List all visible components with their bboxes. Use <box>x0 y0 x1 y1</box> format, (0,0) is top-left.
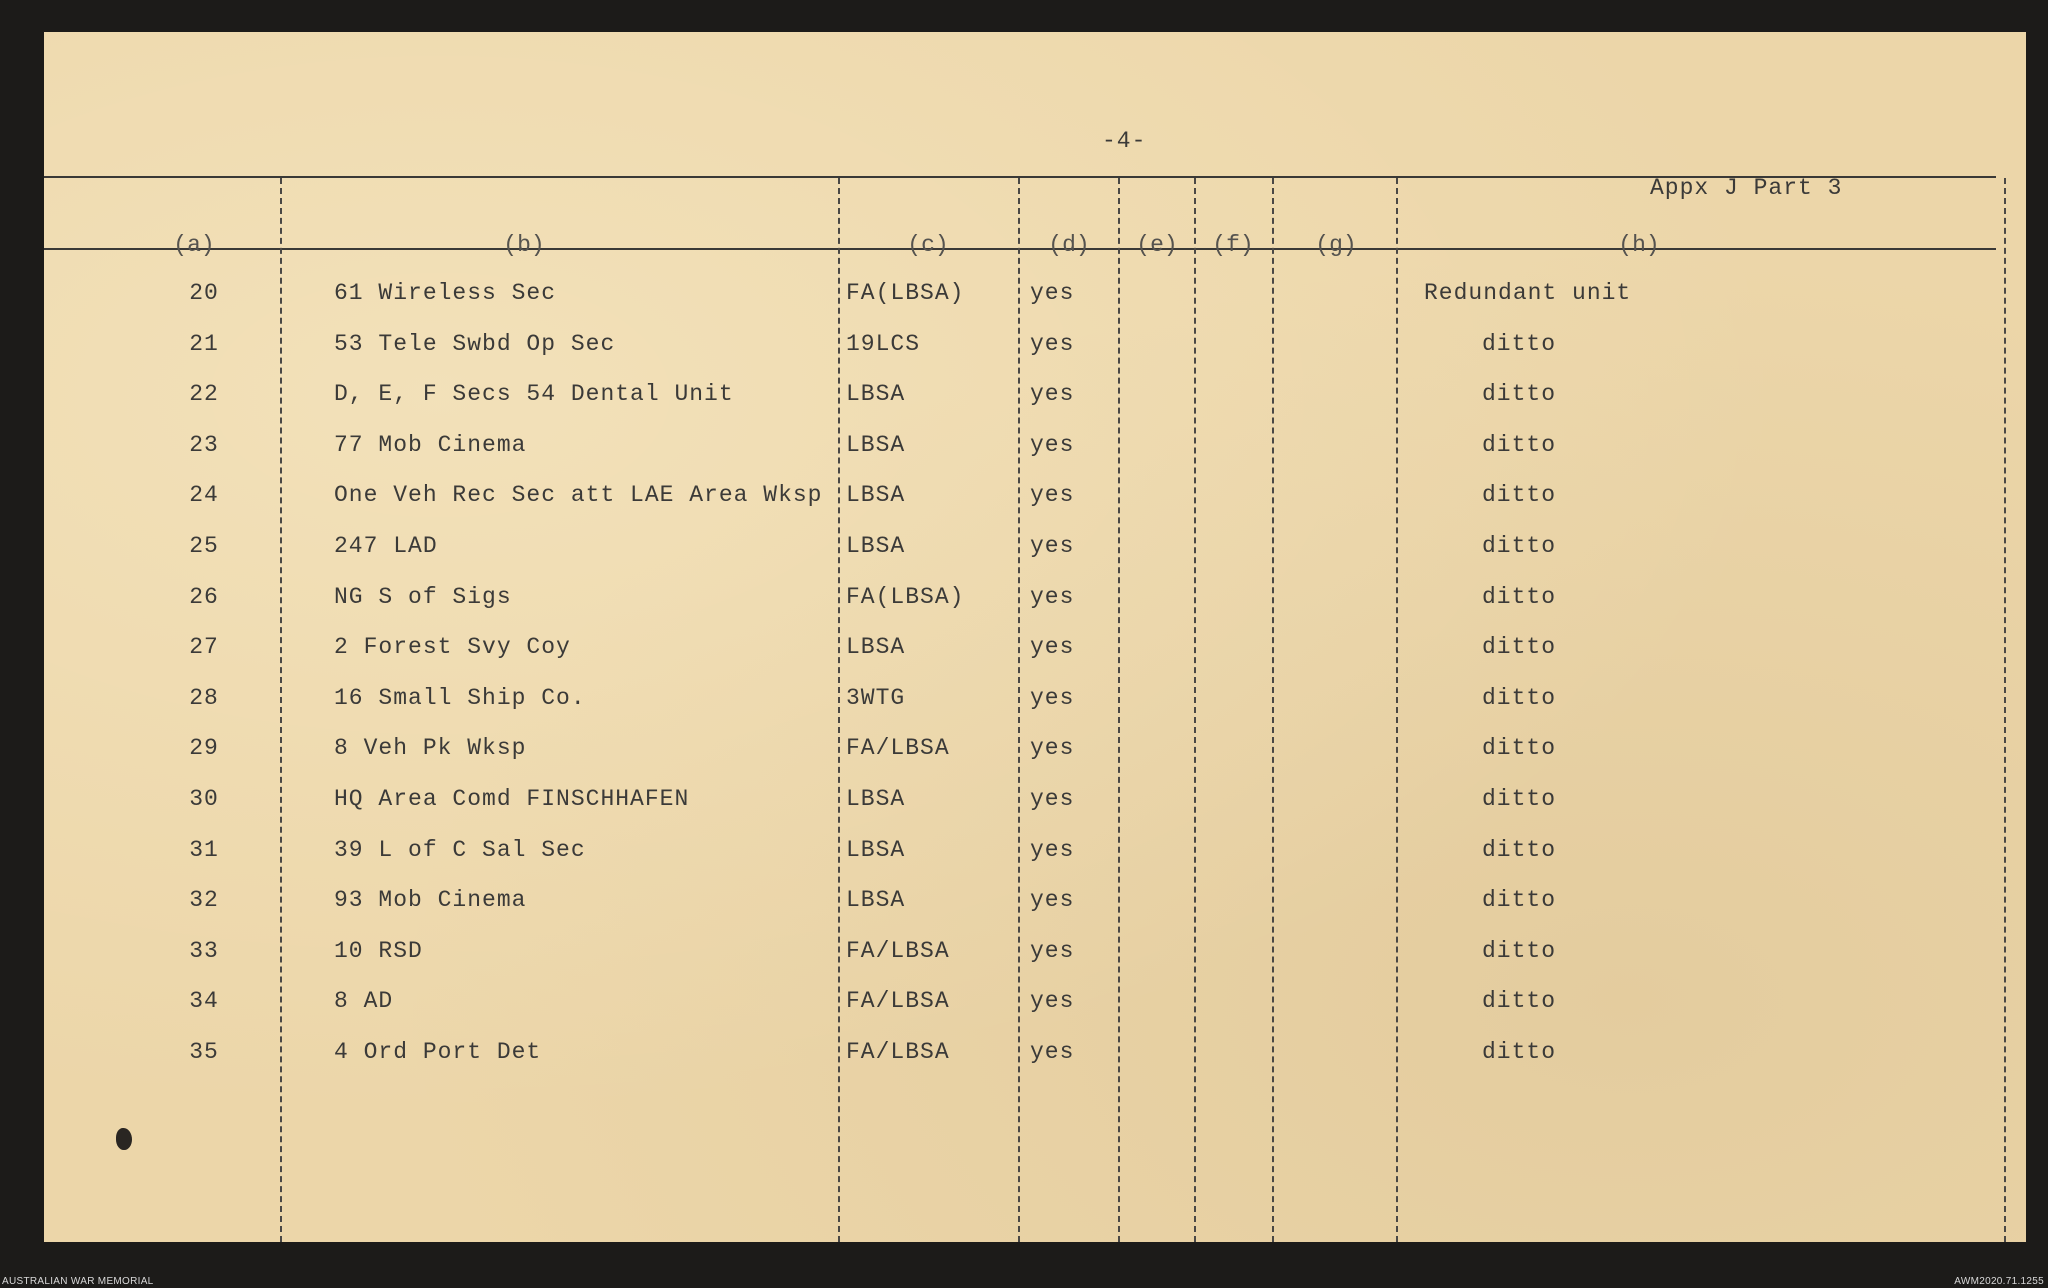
row-23-col-a: 23 <box>189 432 219 458</box>
table-top-rule <box>44 176 1996 178</box>
row-31-col-c: LBSA <box>846 837 906 863</box>
row-26-col-c: FA(LBSA) <box>846 584 965 610</box>
row-33-col-b: 10 RSD <box>334 938 423 964</box>
column-header-a: (a) <box>173 232 215 258</box>
row-35-col-b: 4 Ord Port Det <box>334 1039 542 1065</box>
row-23-col-d: yes <box>1030 432 1075 458</box>
row-20-col-c: FA(LBSA) <box>846 280 965 306</box>
row-20-col-a: 20 <box>189 280 219 306</box>
row-21-col-c: 19LCS <box>846 331 921 357</box>
row-24-col-a: 24 <box>189 482 219 508</box>
row-35-col-a: 35 <box>189 1039 219 1065</box>
row-21-col-a: 21 <box>189 331 219 357</box>
row-29-col-b: 8 Veh Pk Wksp <box>334 735 527 761</box>
document-page <box>44 32 2026 1242</box>
row-20-col-h: Redundant unit <box>1424 280 1632 306</box>
column-divider-g-h <box>1396 178 1398 1242</box>
column-divider-a-b <box>280 178 282 1242</box>
column-header-b: (b) <box>503 232 545 258</box>
row-27-col-d: yes <box>1030 634 1075 660</box>
row-21-col-b: 53 Tele Swbd Op Sec <box>334 331 616 357</box>
row-24-col-c: LBSA <box>846 482 906 508</box>
row-25-col-d: yes <box>1030 533 1075 559</box>
row-29-col-h: ditto <box>1482 735 1557 761</box>
row-28-col-d: yes <box>1030 685 1075 711</box>
row-24-col-h: ditto <box>1482 482 1557 508</box>
footer-record-id: AWM2020.71.1255 <box>1954 1276 2044 1287</box>
row-33-col-h: ditto <box>1482 938 1557 964</box>
row-33-col-d: yes <box>1030 938 1075 964</box>
row-29-col-c: FA/LBSA <box>846 735 950 761</box>
row-31-col-b: 39 L of C Sal Sec <box>334 837 586 863</box>
row-32-col-a: 32 <box>189 887 219 913</box>
row-34-col-d: yes <box>1030 988 1075 1014</box>
row-31-col-h: ditto <box>1482 837 1557 863</box>
row-22-col-b: D, E, F Secs 54 Dental Unit <box>334 381 734 407</box>
row-27-col-b: 2 Forest Svy Coy <box>334 634 571 660</box>
row-25-col-h: ditto <box>1482 533 1557 559</box>
row-27-col-a: 27 <box>189 634 219 660</box>
row-30-col-b: HQ Area Comd FINSCHHAFEN <box>334 786 690 812</box>
footer-archive-name: AUSTRALIAN WAR MEMORIAL <box>2 1276 154 1287</box>
row-32-col-b: 93 Mob Cinema <box>334 887 527 913</box>
page-number: -4- <box>1102 128 1147 154</box>
row-30-col-d: yes <box>1030 786 1075 812</box>
column-header-h: (h) <box>1618 232 1660 258</box>
punch-hole <box>116 1128 132 1150</box>
row-25-col-c: LBSA <box>846 533 906 559</box>
row-33-col-c: FA/LBSA <box>846 938 950 964</box>
column-divider-d-e <box>1118 178 1120 1242</box>
row-30-col-a: 30 <box>189 786 219 812</box>
row-22-col-d: yes <box>1030 381 1075 407</box>
row-22-col-h: ditto <box>1482 381 1557 407</box>
row-28-col-a: 28 <box>189 685 219 711</box>
row-30-col-c: LBSA <box>846 786 906 812</box>
row-29-col-d: yes <box>1030 735 1075 761</box>
row-23-col-h: ditto <box>1482 432 1557 458</box>
row-24-col-b: One Veh Rec Sec att LAE Area Wksp <box>334 482 823 508</box>
row-32-col-c: LBSA <box>846 887 906 913</box>
row-34-col-a: 34 <box>189 988 219 1014</box>
row-34-col-h: ditto <box>1482 988 1557 1014</box>
row-24-col-d: yes <box>1030 482 1075 508</box>
column-header-f: (f) <box>1212 232 1254 258</box>
row-26-col-b: NG S of Sigs <box>334 584 512 610</box>
column-header-c: (c) <box>907 232 949 258</box>
row-20-col-d: yes <box>1030 280 1075 306</box>
row-26-col-h: ditto <box>1482 584 1557 610</box>
row-21-col-h: ditto <box>1482 331 1557 357</box>
row-26-col-a: 26 <box>189 584 219 610</box>
row-29-col-a: 29 <box>189 735 219 761</box>
appendix-reference: Appx J Part 3 <box>1650 175 1843 201</box>
column-divider-c-d <box>1018 178 1020 1242</box>
row-31-col-a: 31 <box>189 837 219 863</box>
row-21-col-d: yes <box>1030 331 1075 357</box>
row-28-col-h: ditto <box>1482 685 1557 711</box>
row-28-col-c: 3WTG <box>846 685 906 711</box>
column-divider-f-g <box>1272 178 1274 1242</box>
column-divider-e-f <box>1194 178 1196 1242</box>
row-35-col-c: FA/LBSA <box>846 1039 950 1065</box>
header-bottom-rule <box>44 248 1996 250</box>
row-32-col-h: ditto <box>1482 887 1557 913</box>
row-22-col-a: 22 <box>189 381 219 407</box>
row-20-col-b: 61 Wireless Sec <box>334 280 557 306</box>
row-35-col-h: ditto <box>1482 1039 1557 1065</box>
row-33-col-a: 33 <box>189 938 219 964</box>
column-header-d: (d) <box>1048 232 1090 258</box>
column-header-e: (e) <box>1136 232 1178 258</box>
row-32-col-d: yes <box>1030 887 1075 913</box>
row-28-col-b: 16 Small Ship Co. <box>334 685 586 711</box>
column-divider-right <box>2004 178 2006 1242</box>
column-header-g: (g) <box>1315 232 1357 258</box>
row-25-col-b: 247 LAD <box>334 533 438 559</box>
row-22-col-c: LBSA <box>846 381 906 407</box>
row-26-col-d: yes <box>1030 584 1075 610</box>
row-25-col-a: 25 <box>189 533 219 559</box>
row-31-col-d: yes <box>1030 837 1075 863</box>
row-27-col-c: LBSA <box>846 634 906 660</box>
row-34-col-b: 8 AD <box>334 988 394 1014</box>
row-35-col-d: yes <box>1030 1039 1075 1065</box>
column-divider-b-c <box>838 178 840 1242</box>
row-27-col-h: ditto <box>1482 634 1557 660</box>
row-23-col-b: 77 Mob Cinema <box>334 432 527 458</box>
row-34-col-c: FA/LBSA <box>846 988 950 1014</box>
row-23-col-c: LBSA <box>846 432 906 458</box>
row-30-col-h: ditto <box>1482 786 1557 812</box>
